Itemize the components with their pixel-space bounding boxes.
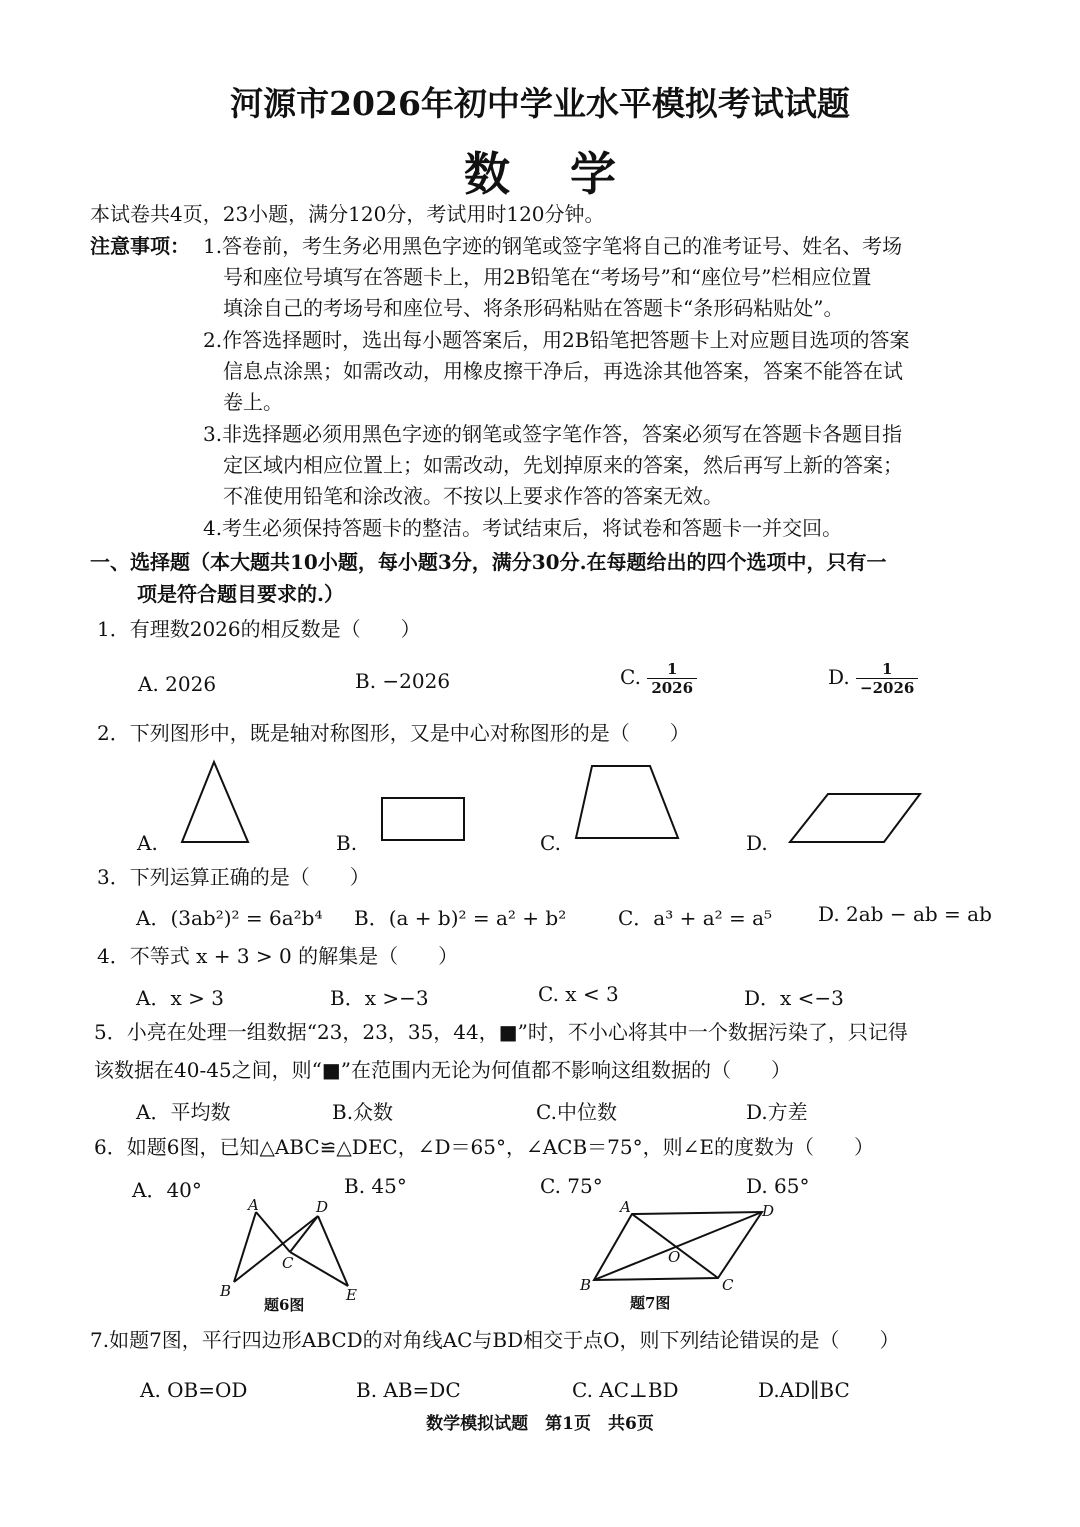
question-5-stem-cont: 该数据在40-45之间，则“■”在范围内无论为何值都不影响这组数据的（ ） xyxy=(94,1058,792,1082)
figure-7-caption: 题7图 xyxy=(630,1294,671,1312)
note-line: 2.作答选择题时，选出每小题答案后，用2B铅笔把答题卡上对应题目选项的答案 xyxy=(203,328,910,352)
notes-label: 注意事项： xyxy=(90,234,190,258)
fig6-label-d: D xyxy=(316,1198,329,1216)
fig6-label-b: B xyxy=(220,1282,232,1300)
q4-option-c: C. x < 3 xyxy=(538,982,619,1006)
q6-option-c: C. 75° xyxy=(540,1174,603,1198)
fig6-label-e: E xyxy=(346,1286,357,1304)
q4-option-a: A．x > 3 xyxy=(136,986,224,1010)
subject-title: 数学 xyxy=(464,147,676,201)
q1-option-d-label: D. xyxy=(828,665,850,689)
q3-option-a: A．(3ab²)² = 6a²b⁴ xyxy=(136,906,323,930)
q5-option-d: D.方差 xyxy=(746,1100,808,1124)
q6-option-a: A．40° xyxy=(132,1178,202,1202)
note-line: 定区域内相应位置上；如需改动，先划掉原来的答案，然后再写上新的答案； xyxy=(223,453,903,477)
note-line: 信息点涂黑；如需改动，用橡皮擦干净后，再选涂其他答案，答案不能答在试 xyxy=(223,359,903,383)
question-7-stem: 7.如题7图，平行四边形ABCD的对角线AC与BD相交于点O，则下列结论错误的是（ ） xyxy=(90,1328,900,1352)
question-2-stem: 2．下列图形中，既是轴对称图形，又是中心对称图形的是（ ） xyxy=(97,721,690,745)
question-5-stem: 5．小亮在处理一组数据“23，23，35，44，■”时，不小心将其中一个数据污染了，只记得 xyxy=(94,1020,908,1044)
question-3-stem: 3．下列运算正确的是（ ） xyxy=(97,865,370,889)
q3-option-c: C．a³ + a² = a⁵ xyxy=(618,906,773,930)
exam-intro: 本试卷共4页，23小题，满分120分，考试用时120分钟。 xyxy=(90,202,605,226)
page-footer: 数学模拟试题 第1页 共6页 xyxy=(426,1414,654,1434)
fraction-numerator: 1 xyxy=(647,660,697,679)
q4-option-d: D．x <−3 xyxy=(744,986,844,1010)
q6-option-b: B. 45° xyxy=(344,1174,407,1198)
fig6-label-a: A xyxy=(248,1196,259,1214)
q6-option-d: D. 65° xyxy=(746,1174,810,1198)
note-line: 卷上。 xyxy=(223,390,283,414)
fraction-denominator: 2026 xyxy=(651,679,694,697)
q5-option-b: B.众数 xyxy=(332,1100,394,1124)
figure-6-caption: 题6图 xyxy=(264,1296,305,1314)
question-6-stem: 6．如题6图，已知△ABC≌△DEC，∠D＝65°，∠ACB＝75°，则∠E的度数为（ ） xyxy=(94,1135,874,1159)
q5-option-a: A．平均数 xyxy=(136,1100,231,1124)
note-line: 不准使用铅笔和涂改液。不按以上要求作答的答案无效。 xyxy=(223,484,723,508)
note-line: 号和座位号填写在答题卡上，用2B铅笔在“考场号”和“座位号”栏相应位置 xyxy=(223,265,872,289)
q2-option-d-label: D. xyxy=(746,831,768,855)
note-line: 填涂自己的考场号和座位号、将条形码粘贴在答题卡“条形码粘贴处”。 xyxy=(223,296,844,320)
fig7-label-b: B xyxy=(580,1276,592,1294)
fig7-label-o: O xyxy=(668,1248,681,1266)
question-4-stem: 4．不等式 x + 3 > 0 的解集是（ ） xyxy=(97,944,459,968)
q2-option-c-label: C. xyxy=(540,831,561,855)
fig7-label-d: D xyxy=(762,1202,775,1220)
exam-title: 河源市2026年初中学业水平模拟考试试题 xyxy=(230,84,850,123)
note-line: 1.答卷前，考生务必用黑色字迹的钢笔或签字笔将自己的准考证号、姓名、考场 xyxy=(203,234,903,258)
fraction-denominator: −2026 xyxy=(860,679,915,697)
fig6-label-c: C xyxy=(282,1254,294,1272)
note-line: 3.非选择题必须用黑色字迹的钢笔或签字笔作答，答案必须写在答题卡各题目指 xyxy=(203,422,903,446)
fig7-label-a: A xyxy=(620,1198,631,1216)
q3-option-b: B．(a + b)² = a² + b² xyxy=(354,906,567,930)
note-line: 4.考生必须保持答题卡的整洁。考试结束后，将试卷和答题卡一并交回。 xyxy=(203,516,843,540)
fig7-label-c: C xyxy=(722,1276,734,1294)
q1-option-b: B. −2026 xyxy=(355,669,451,693)
q4-option-b: B．x >−3 xyxy=(330,986,429,1010)
q7-option-c: C. AC⊥BD xyxy=(572,1378,679,1402)
q7-option-a: A. OB=OD xyxy=(140,1378,248,1402)
question-1-stem: 1．有理数2026的相反数是（ ） xyxy=(97,617,421,641)
q2-option-a-label: A. xyxy=(137,831,158,855)
section-heading: 一、选择题（本大题共10小题，每小题3分，满分30分.在每题给出的四个选项中，只有一 xyxy=(90,550,887,574)
fraction-numerator: 1 xyxy=(856,660,918,679)
q5-option-c: C.中位数 xyxy=(536,1100,617,1124)
q7-option-b: B. AB=DC xyxy=(356,1378,461,1402)
q1-option-a: A. 2026 xyxy=(138,672,217,696)
q2-option-b-label: B. xyxy=(336,831,358,855)
q3-option-d: D. 2ab − ab = ab xyxy=(818,902,992,926)
q7-option-d: D.AD∥BC xyxy=(758,1378,850,1402)
section-heading-cont: 项是符合题目要求的.） xyxy=(137,582,344,606)
q1-option-c-label: C. xyxy=(620,665,641,689)
